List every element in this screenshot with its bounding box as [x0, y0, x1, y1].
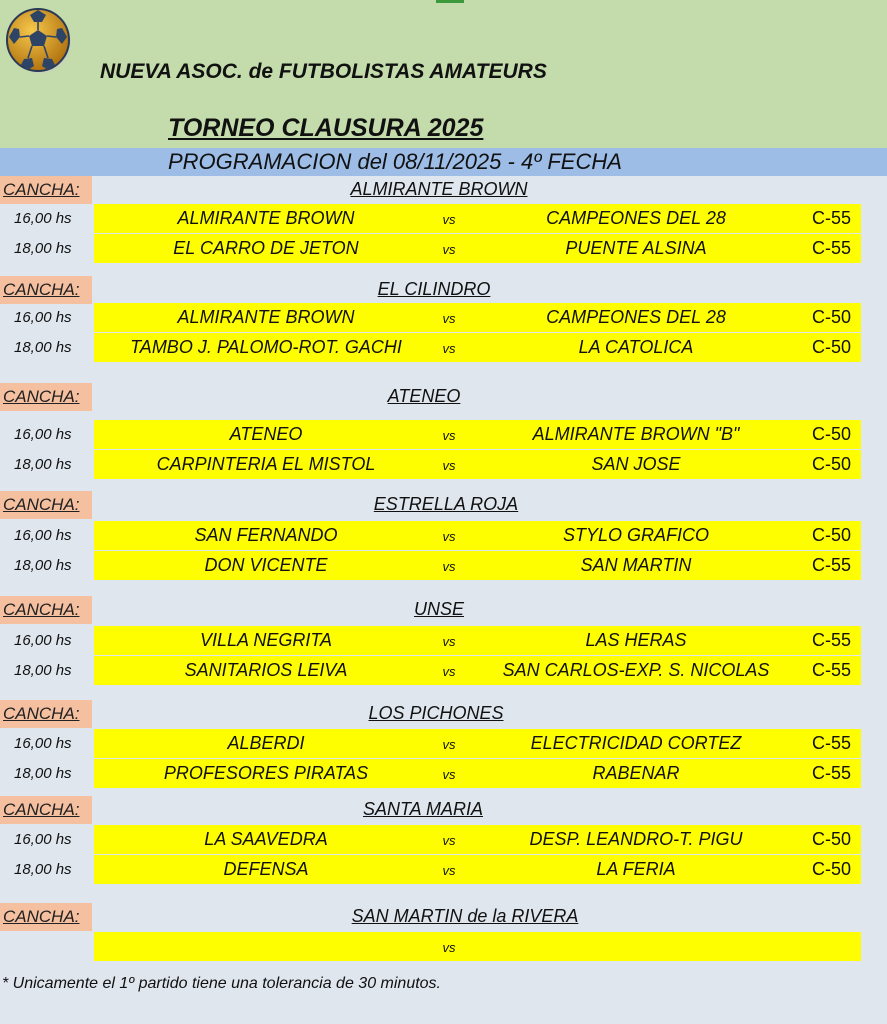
away-team: CAMPEONES DEL 28: [546, 208, 726, 228]
away-team: ELECTRICIDAD CORTEZ: [530, 733, 742, 753]
home-team: ALBERDI: [227, 733, 305, 753]
away-team: STYLO GRAFICO: [562, 525, 710, 545]
home-team: SANITARIOS LEIVA: [184, 660, 348, 680]
match-time: 18,00 hs: [14, 662, 72, 679]
match-band: [94, 234, 861, 263]
match-band: [94, 626, 861, 655]
cancha-label-box: [0, 176, 92, 204]
cancha-label: CANCHA:: [3, 600, 80, 619]
away-team: CAMPEONES DEL 28: [546, 307, 726, 327]
match-row: [0, 825, 887, 854]
category-label: C-50: [812, 307, 852, 327]
category-label: C-50: [812, 829, 852, 849]
home-team: EL CARRO DE JETON: [173, 238, 359, 258]
match-band: [94, 333, 861, 362]
category-label: C-50: [812, 859, 852, 879]
category-label: C-55: [812, 630, 852, 650]
home-team: CARPINTERIA EL MISTOL: [156, 454, 376, 474]
cancha-label-box: [0, 383, 92, 411]
away-team: SAN JOSE: [591, 454, 681, 474]
versus-label: vs: [442, 559, 456, 574]
venue-name: UNSE: [413, 599, 465, 619]
match-band: [94, 521, 861, 550]
match-row: [0, 521, 887, 550]
home-team: ALMIRANTE BROWN: [177, 208, 355, 228]
versus-label: vs: [442, 664, 456, 679]
away-team: LA FERIA: [596, 859, 676, 879]
match-row: [0, 626, 887, 655]
match-row: [0, 234, 887, 263]
category-label: C-50: [812, 525, 852, 545]
home-team: PROFESORES PIRATAS: [163, 763, 369, 783]
match-time: 18,00 hs: [14, 861, 72, 878]
away-team: LAS HERAS: [585, 630, 687, 650]
match-band: [94, 420, 861, 449]
away-team: PUENTE ALSINA: [565, 238, 707, 258]
cancha-label-box: [0, 596, 92, 624]
match-time: 16,00 hs: [14, 527, 72, 544]
cancha-label-box: [0, 903, 92, 931]
match-time: 18,00 hs: [14, 765, 72, 782]
venue-name: ATENEO: [387, 386, 461, 406]
cancha-label-box: [0, 276, 92, 304]
match-row: [0, 759, 887, 788]
match-row: [0, 551, 887, 580]
cancha-label: CANCHA:: [3, 180, 80, 199]
match-row: [0, 855, 887, 884]
soccer-ball-icon: [2, 4, 74, 76]
versus-label: vs: [442, 428, 456, 443]
match-time: 16,00 hs: [14, 309, 72, 326]
category-label: C-55: [812, 763, 852, 783]
match-row: [0, 656, 887, 685]
match-time: 16,00 hs: [14, 210, 72, 227]
away-team: RABENAR: [592, 763, 680, 783]
cancha-label: CANCHA:: [3, 907, 80, 926]
match-band: [94, 825, 861, 854]
match-row: [0, 420, 887, 449]
header-panel: [0, 0, 887, 148]
away-team: SAN CARLOS-EXP. S. NICOLAS: [502, 660, 770, 680]
top-accent: [436, 0, 464, 3]
versus-label: vs: [442, 242, 456, 257]
venue-name: SAN MARTIN de la RIVERA: [351, 906, 579, 926]
versus-label: vs: [442, 833, 456, 848]
cancha-label: CANCHA:: [3, 280, 80, 299]
association-name: NUEVA ASOC. de FUTBOLISTAS AMATEURS: [100, 60, 547, 83]
home-team: LA SAAVEDRA: [204, 829, 328, 849]
match-band: [94, 656, 861, 685]
match-time: 18,00 hs: [14, 456, 72, 473]
versus-label: vs: [442, 341, 456, 356]
home-team: VILLA NEGRITA: [199, 630, 333, 650]
home-team: SAN FERNANDO: [194, 525, 338, 545]
match-row: [0, 204, 887, 233]
home-team: DEFENSA: [223, 859, 309, 879]
footnote: * Unicamente el 1º partido tiene una tolerancia de 30 minutos.: [2, 975, 441, 992]
cancha-label: CANCHA:: [3, 704, 80, 723]
match-time: 16,00 hs: [14, 426, 72, 443]
match-time: 16,00 hs: [14, 831, 72, 848]
cancha-label: CANCHA:: [3, 387, 80, 406]
programming-title: PROGRAMACION del 08/11/2025 - 4º FECHA: [168, 149, 622, 174]
category-label: C-50: [812, 454, 852, 474]
away-team: ALMIRANTE BROWN "B": [532, 424, 740, 444]
away-team: DESP. LEANDRO-T. PIGU: [529, 829, 743, 849]
match-band: [94, 932, 861, 961]
match-band: [94, 551, 861, 580]
match-band: [94, 450, 861, 479]
match-band: [94, 759, 861, 788]
versus-label: vs: [442, 737, 456, 752]
home-team: ALMIRANTE BROWN: [177, 307, 355, 327]
venue-name: ESTRELLA ROJA: [373, 494, 519, 514]
cancha-label-box: [0, 491, 92, 519]
category-label: C-55: [812, 208, 852, 228]
versus-label: vs: [442, 863, 456, 878]
cancha-label-box: [0, 700, 92, 728]
match-band: [94, 729, 861, 758]
match-time: 18,00 hs: [14, 339, 72, 356]
match-time: 16,00 hs: [14, 735, 72, 752]
venue-name: EL CILINDRO: [377, 279, 491, 299]
match-row: [0, 729, 887, 758]
match-row: [0, 333, 887, 362]
home-team: DON VICENTE: [204, 555, 328, 575]
versus-label: vs: [442, 458, 456, 473]
venue-name: LOS PICHONES: [368, 703, 504, 723]
category-label: C-55: [812, 733, 852, 753]
match-time: 16,00 hs: [14, 632, 72, 649]
venue-name: SANTA MARIA: [362, 799, 484, 819]
away-team: SAN MARTIN: [580, 555, 692, 575]
category-label: C-55: [812, 238, 852, 258]
cancha-label: CANCHA:: [3, 800, 80, 819]
category-label: C-50: [812, 337, 852, 357]
versus-label: vs: [442, 311, 456, 326]
tournament-title: TORNEO CLAUSURA 2025: [168, 114, 484, 142]
away-team: LA CATOLICA: [578, 337, 694, 357]
match-time: 18,00 hs: [14, 240, 72, 257]
versus-label: vs: [442, 529, 456, 544]
versus-label: vs: [442, 940, 456, 955]
match-band: [94, 204, 861, 233]
cancha-label-box: [0, 796, 92, 824]
cancha-label: CANCHA:: [3, 495, 80, 514]
home-team: ATENEO: [229, 424, 303, 444]
match-row: [0, 450, 887, 479]
match-row: [0, 932, 887, 961]
category-label: C-50: [812, 424, 852, 444]
match-band: [94, 303, 861, 332]
match-row: [0, 303, 887, 332]
match-time: 18,00 hs: [14, 557, 72, 574]
category-label: C-55: [812, 660, 852, 680]
versus-label: vs: [442, 634, 456, 649]
match-band: [94, 855, 861, 884]
venue-name: ALMIRANTE BROWN: [350, 179, 528, 199]
category-label: C-55: [812, 555, 852, 575]
versus-label: vs: [442, 212, 456, 227]
home-team: TAMBO J. PALOMO-ROT. GACHI: [130, 337, 402, 357]
versus-label: vs: [442, 767, 456, 782]
